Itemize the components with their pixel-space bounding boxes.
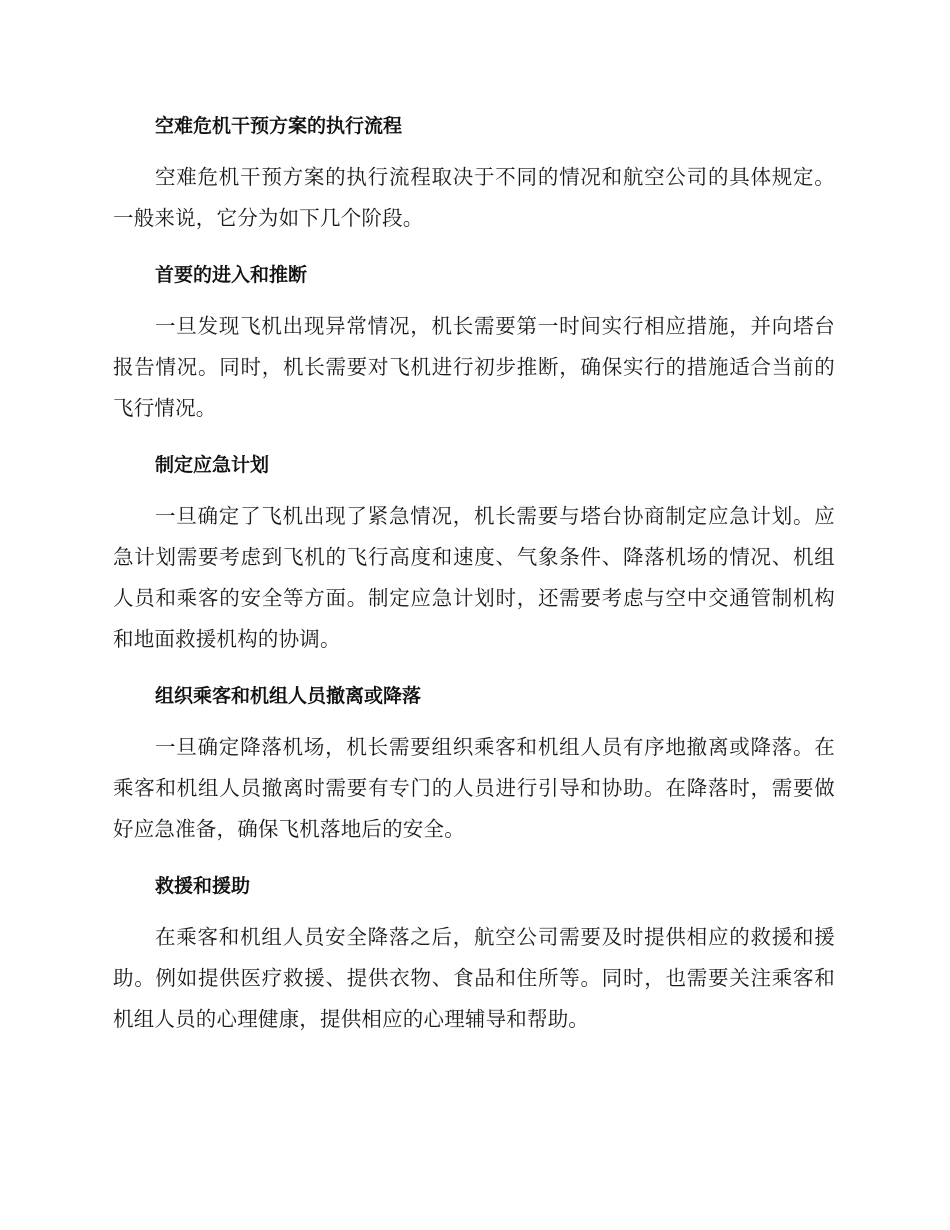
document-body: [113, 110, 835, 1060]
section-heading: 制定应急计划: [155, 454, 270, 476]
section-paragraph: 空难危机干预方案的执行流程取决于不同的情况和航空公司的具体规定。一般来说，它分为如下几个阶段。: [113, 165, 835, 230]
section-paragraph: 在乘客和机组人员安全降落之后，航空公司需要及时提供相应的救援和援助。例如提供医疗救援、提供衣物、食品和住所等。同时，也需要关注乘客和机组人员的心理健康，提供相应的心理辅导和帮助。: [113, 925, 835, 1031]
section-heading: 首要的进入和推断: [155, 264, 308, 286]
section-paragraph: 一旦确定了飞机出现了紧急情况，机长需要与塔台协商制定应急计划。应急计划需要考虑到飞机的飞行高度和速度、气象条件、降落机场的情况、机组人员和乘客的安全等方面。制定应急计划时，还需要考虑与空中交通管制机构和地面救援机构的协调。: [113, 504, 835, 651]
section-heading: 组织乘客和机组人员撤离或降落: [155, 685, 422, 707]
section-heading: 空难危机干预方案的执行流程: [155, 115, 403, 137]
section-heading: 救援和援助: [155, 875, 251, 897]
section-paragraph: 一旦发现飞机出现异常情况，机长需要第一时间实行相应措施，并向塔台报告情况。同时，机长需要对飞机进行初步推断，确保实行的措施适合当前的飞行情况。: [113, 314, 835, 420]
section-paragraph: 一旦确定降落机场，机长需要组织乘客和机组人员有序地撤离或降落。在乘客和机组人员撤离时需要有专门的人员进行引导和协助。在降落时，需要做好应急准备，确保飞机落地后的安全。: [113, 735, 835, 841]
